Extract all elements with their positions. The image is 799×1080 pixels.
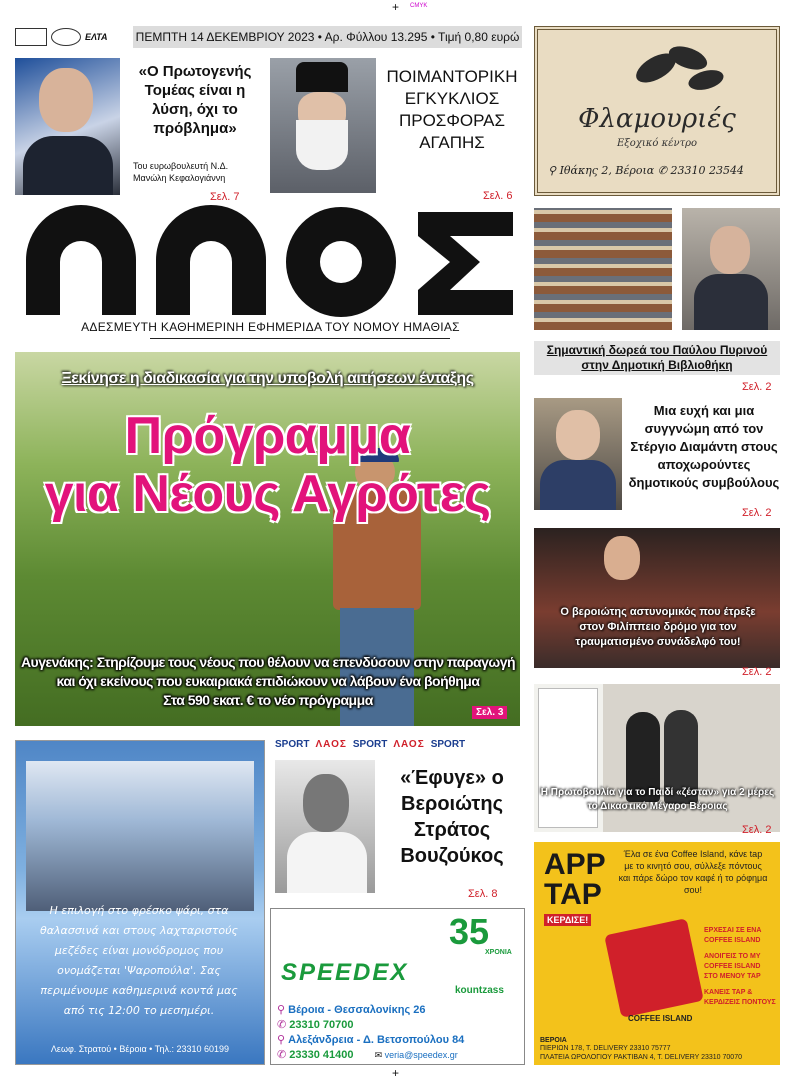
phone-icon: ✆	[657, 164, 671, 177]
pin-icon: ⚲	[277, 1004, 289, 1016]
cmyk-mark: CMYK	[410, 3, 428, 9]
mep-byline: Του ευρωβουλευτή Ν.Δ. Μανώλη Κεφαλογιάννη	[133, 161, 229, 183]
dateline: ΠΕΜΠΤΗ 14 ΔΕΚΕΜΒΡΙΟΥ 2023 • Αρ. Φύλλου 13.295 • Τιμή 0,80 ευρώ	[133, 26, 522, 48]
speedex-sub: kountzass	[455, 985, 504, 996]
sport-logo-1: ΛΑΟΣ	[315, 738, 347, 750]
encyclical-page-ref[interactable]: Σελ. 6	[483, 190, 513, 202]
main-kicker[interactable]: Ξεκίνησε η διαδικασία για την υποβολή αιτήσεων ένταξης	[61, 370, 474, 387]
pyrinos-face	[710, 226, 750, 274]
phone-icon: ✆	[277, 1049, 290, 1061]
vouzoukos-face	[303, 774, 349, 832]
registration-mark-top: +	[392, 0, 400, 14]
coffee-tap: TAP	[544, 878, 602, 911]
coffee-brand: COFFEE ISLAND	[628, 1014, 693, 1023]
vouzoukos-photo	[275, 760, 375, 893]
elta-logo: ΕΛΤΑ	[85, 32, 108, 42]
books-photo	[534, 208, 672, 330]
mep-face	[39, 68, 93, 132]
donation-caption[interactable]: Σημαντική δωρεά του Παύλου Πυρινού στην Δημοτική Βιβλιοθήκη	[534, 341, 780, 375]
main-deck-line2: και όχι εκείνους που ευκαιριακά επιδιώκουν να λάβουν ένα βοήθημα	[56, 673, 480, 689]
mep-headline[interactable]: «Ο Πρωτογενής Τομέας είναι η λύση, όχι το πρόβλημα»	[138, 63, 252, 137]
psaropoula-footer: Λεωφ. Στρατού • Βέροια • Τηλ.: 23310 60199	[50, 1044, 230, 1054]
sport-logo-2: ΛΑΟΣ	[393, 738, 425, 750]
mep-suit	[23, 136, 113, 195]
ad-psaropoula[interactable]	[15, 740, 265, 1065]
speedex-phone2: 23330 41400	[289, 1049, 354, 1061]
flamouries-address: Ιθάκης 2, Βέροια	[559, 164, 655, 177]
pin-icon: ⚲	[277, 1034, 289, 1046]
location-pin-icon: ⚲	[548, 164, 560, 177]
coffee-city: ΒΕΡΟΙΑ	[540, 1037, 567, 1044]
bishop-beard	[296, 120, 348, 170]
protovoulia-caption[interactable]: Η Πρωτοβουλία για το Παιδί «ζέσταν» για 2 μέρες το Δικαστικό Μέγαρο Βέροιας	[540, 787, 775, 812]
protovoulia-page-ref[interactable]: Σελ. 2	[742, 824, 772, 836]
diamantis-headline[interactable]: Μια ευχή και μια συγγνώμη από τον Στέργιο Διαμάντη στους αποχωρούντες δημοτικούς συμβούλους	[628, 403, 780, 490]
sport-label-2: SPORT	[352, 738, 388, 750]
coffee-intro: Έλα σε ένα Coffee Island, κάνε tap με το κινητό σου, σύλλεξε πόντους και πάρε δώρο τον καφέ ή το ρόφημα σου!	[618, 849, 768, 895]
restaurant-photo	[26, 761, 254, 911]
masthead-rule	[150, 338, 450, 339]
coffee-addr1: ΠΙΕΡΙΩΝ 178, Τ. DELIVERY 23310 75777	[540, 1045, 671, 1052]
donation-page-ref[interactable]: Σελ. 2	[742, 381, 772, 393]
speedex-phone-line1	[277, 1018, 521, 1033]
bishop-hat	[296, 62, 348, 92]
main-deck	[18, 653, 518, 710]
mep-photo	[15, 58, 120, 195]
coffee-step3: ΚΑΝΕΙΣ TAP & ΚΕΡΔΙΖΕΙΣ ΠΟΝΤΟΥΣ	[704, 989, 776, 1006]
ad-coffee-island[interactable]	[534, 842, 780, 1065]
mail-icon: ✉	[374, 1050, 385, 1060]
masthead-logo	[18, 200, 523, 320]
seal-logo	[51, 28, 81, 46]
diamantis-shirt	[540, 460, 616, 510]
speedex-email[interactable]: veria@speedex.gr	[384, 1050, 458, 1060]
flamouries-contact	[548, 164, 768, 177]
leaves-icon	[626, 38, 736, 98]
sport-banner	[275, 736, 525, 752]
coffee-addr2: ΠΛΑΤΕΙΑ ΩΡΟΛΟΓΙΟΥ ΡΑΚΤΙΒΑΝ 4, Τ. DELIVERY 23310 70070	[540, 1054, 742, 1061]
pyrinos-suit	[694, 274, 768, 330]
psaropoula-text: Η επιλογή στο φρέσκο ψάρι, στα θαλασσινά και στους λαχταριστούς μεζέδες είναι μονόδρομος που ονομάζεται 'Ψαροπούλα'. Σας περιμένουμε καθημερινά κοντά μας από τις 12:00 το μεσημέρι.	[40, 904, 238, 1017]
phone-icon: ✆	[277, 1019, 290, 1031]
flamouries-name: Φλαμουριές	[578, 104, 736, 134]
speedex-phone-line2	[277, 1048, 521, 1063]
speedex-city2: Αλεξάνδρεια	[288, 1034, 354, 1046]
main-headline-line2[interactable]: για Νέους Αγρότες	[44, 465, 491, 523]
coffee-step1: ΕΡΧΕΣΑΙ ΣΕ ΕΝΑ COFFEE ISLAND	[704, 927, 762, 944]
police-page-ref[interactable]: Σελ. 2	[742, 666, 772, 678]
coffee-steps	[704, 926, 776, 1008]
coffee-step2: ΑΝΟΙΓΕΙΣ ΤΟ MY COFFEE ISLAND ΣΤΟ ΜΕΝΟΥ TAP	[704, 953, 761, 980]
coffee-app: APP	[544, 848, 606, 881]
flamouries-phone: 23310 23544	[670, 164, 744, 177]
main-deck-line3: Στα 590 εκατ. € το νέο πρόγραμμα	[163, 692, 373, 708]
ad-speedex[interactable]	[270, 908, 525, 1065]
diamantis-page-ref[interactable]: Σελ. 2	[742, 507, 772, 519]
mep-page-ref[interactable]: Σελ. 7	[210, 191, 240, 203]
masthead-subtitle: ΑΔΕΣΜΕΥΤΗ ΚΑΘΗΜΕΡΙΝΗ ΕΦΗΜΕΡΙΔΑ ΤΟΥ ΝΟΜΟΥ ΗΜΑΘΙΑΣ	[81, 320, 460, 334]
speedex-line1	[277, 1003, 521, 1018]
speedex-addr2: - Δ. Βετσοπούλου 84	[353, 1034, 465, 1046]
officer-face	[604, 536, 640, 580]
coffee-win: ΚΕΡΔΙΣΕ!	[544, 914, 591, 926]
police-caption[interactable]: Ο βεροιώτης αστυνομικός που έτρεξε στον Φιλίππειο δρόμο για τον τραυματισμένο συνάδελφό του!	[560, 606, 756, 648]
header-logos	[15, 27, 130, 47]
speedex-addr1: - Θεσσαλονίκης 26	[324, 1004, 426, 1016]
speedex-city1: Βέροια	[288, 1004, 325, 1016]
sport-page-ref[interactable]: Σελ. 8	[468, 888, 498, 900]
bishop-photo	[270, 58, 376, 193]
coffee-cup-box	[604, 918, 704, 1018]
vouzoukos-shirt	[287, 832, 367, 893]
registration-mark-bottom: +	[392, 1066, 400, 1080]
speedex-brand: SPEEDEX	[281, 959, 409, 986]
postage-logo	[15, 28, 47, 46]
speedex-phone1: 23310 70700	[289, 1019, 354, 1031]
speedex-years: 35	[449, 911, 490, 952]
diamantis-photo	[534, 398, 622, 510]
sport-label-1: SPORT	[275, 738, 310, 750]
main-page-ref[interactable]: Σελ. 3	[472, 706, 507, 719]
flamouries-tagline: Εξοχικό κέντρο	[617, 138, 697, 149]
speedex-line2	[277, 1033, 521, 1048]
sport-label-3: SPORT	[430, 738, 466, 750]
encyclical-headline[interactable]: ΠΟΙΜΑΝΤΟΡΙΚΗ ΕΓΚΥΚΛΙΟΣ ΠΡΟΣΦΟΡΑΣ ΑΓΑΠΗΣ	[386, 67, 518, 152]
main-deck-line1: Αυγενάκης: Στηρίζουμε τους νέους που θέλουν να επενδύσουν στην παραγωγή	[20, 654, 516, 670]
sport-headline[interactable]: «Έφυγε» ο Βεροιώτης Στράτος Βουζούκος	[400, 767, 504, 867]
pyrinos-photo	[682, 208, 780, 330]
speedex-locations	[277, 1003, 521, 1063]
speedex-years-label: ΧΡΟΝΙΑ	[485, 949, 512, 956]
diamantis-face	[556, 410, 600, 460]
main-headline-line1[interactable]: Πρόγραμμα	[124, 407, 411, 465]
ad-flamouries[interactable]	[534, 26, 780, 196]
